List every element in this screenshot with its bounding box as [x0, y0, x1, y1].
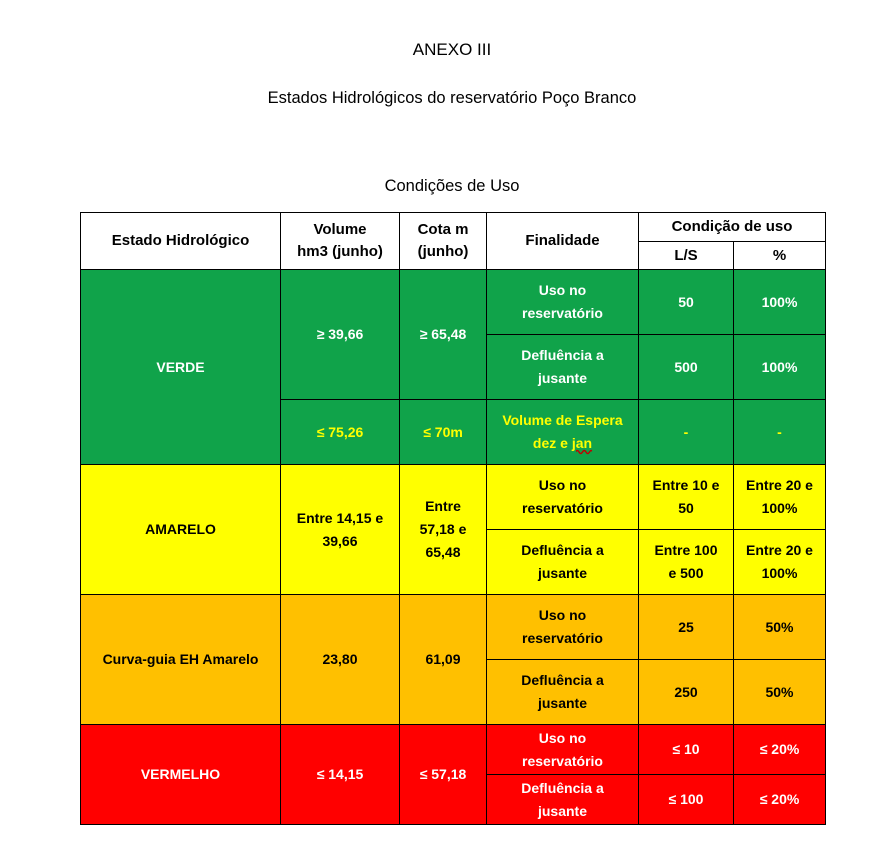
finalidade-cell: Uso no reservatório — [487, 465, 639, 530]
ls-cell: Entre 100 e 500 — [639, 530, 734, 595]
pct-cell: 50% — [734, 660, 826, 725]
pct-cell: 100% — [734, 335, 826, 400]
finalidade-cell: Volume de Espera dez e jan — [487, 400, 639, 465]
table-row — [81, 465, 826, 530]
estado-amarelo: AMARELO — [81, 465, 281, 595]
pct-cell: 100% — [734, 270, 826, 335]
volume-vermelho: ≤ 14,15 — [281, 725, 400, 825]
ls-cell: ≤ 100 — [639, 775, 734, 825]
document-subtitle: Estados Hidrológicos do reservatório Poço Branco — [267, 89, 637, 107]
pct-cell: ≤ 20% — [734, 725, 826, 775]
finalidade-cell: Uso no reservatório — [487, 270, 639, 335]
hydrological-states-table — [80, 212, 826, 825]
header-cota: Cota m (junho) — [400, 213, 487, 270]
header-ls: L/S — [639, 242, 734, 270]
cota-verde: ≥ 65,48 — [400, 270, 487, 400]
volume-verde: ≥ 39,66 — [281, 270, 400, 400]
header-estado: Estado Hidrológico — [81, 213, 281, 270]
header-pct: % — [734, 242, 826, 270]
estado-verde: VERDE — [81, 270, 281, 465]
finalidade-cell: Defluência a jusante — [487, 530, 639, 595]
table-row — [81, 725, 826, 775]
finalidade-cell: Uso no reservatório — [487, 595, 639, 660]
ls-cell: 250 — [639, 660, 734, 725]
pct-cell: - — [734, 400, 826, 465]
cota-vermelho: ≤ 57,18 — [400, 725, 487, 825]
volume-espera-cell: ≤ 75,26 — [281, 400, 400, 465]
volume-amarelo: Entre 14,15 e 39,66 — [281, 465, 400, 595]
table-row — [81, 595, 826, 660]
cota-amarelo: Entre 57,18 e 65,48 — [400, 465, 487, 595]
ls-cell: - — [639, 400, 734, 465]
ls-cell: ≤ 10 — [639, 725, 734, 775]
ls-cell: 500 — [639, 335, 734, 400]
pct-cell: 50% — [734, 595, 826, 660]
pct-cell: Entre 20 e 100% — [734, 530, 826, 595]
header-condicao: Condição de uso — [639, 213, 826, 242]
estado-vermelho: VERMELHO — [81, 725, 281, 825]
header-finalidade: Finalidade — [487, 213, 639, 270]
ls-cell: 25 — [639, 595, 734, 660]
document-title: ANEXO III — [412, 40, 492, 59]
volume-curva-guia: 23,80 — [281, 595, 400, 725]
header-volume: Volume hm3 (junho) — [281, 213, 400, 270]
pct-cell: ≤ 20% — [734, 775, 826, 825]
ls-cell: 50 — [639, 270, 734, 335]
cota-curva-guia: 61,09 — [400, 595, 487, 725]
finalidade-cell: Defluência a jusante — [487, 775, 639, 825]
finalidade-cell: Uso no reservatório — [487, 725, 639, 775]
cota-espera-cell: ≤ 70m — [400, 400, 487, 465]
finalidade-cell: Defluência a jusante — [487, 660, 639, 725]
pct-cell: Entre 20 e 100% — [734, 465, 826, 530]
table-row — [81, 270, 826, 335]
table-title: Condições de Uso — [384, 177, 520, 195]
finalidade-cell: Defluência a jusante — [487, 335, 639, 400]
ls-cell: Entre 10 e 50 — [639, 465, 734, 530]
estado-curva-guia: Curva-guia EH Amarelo — [81, 595, 281, 725]
